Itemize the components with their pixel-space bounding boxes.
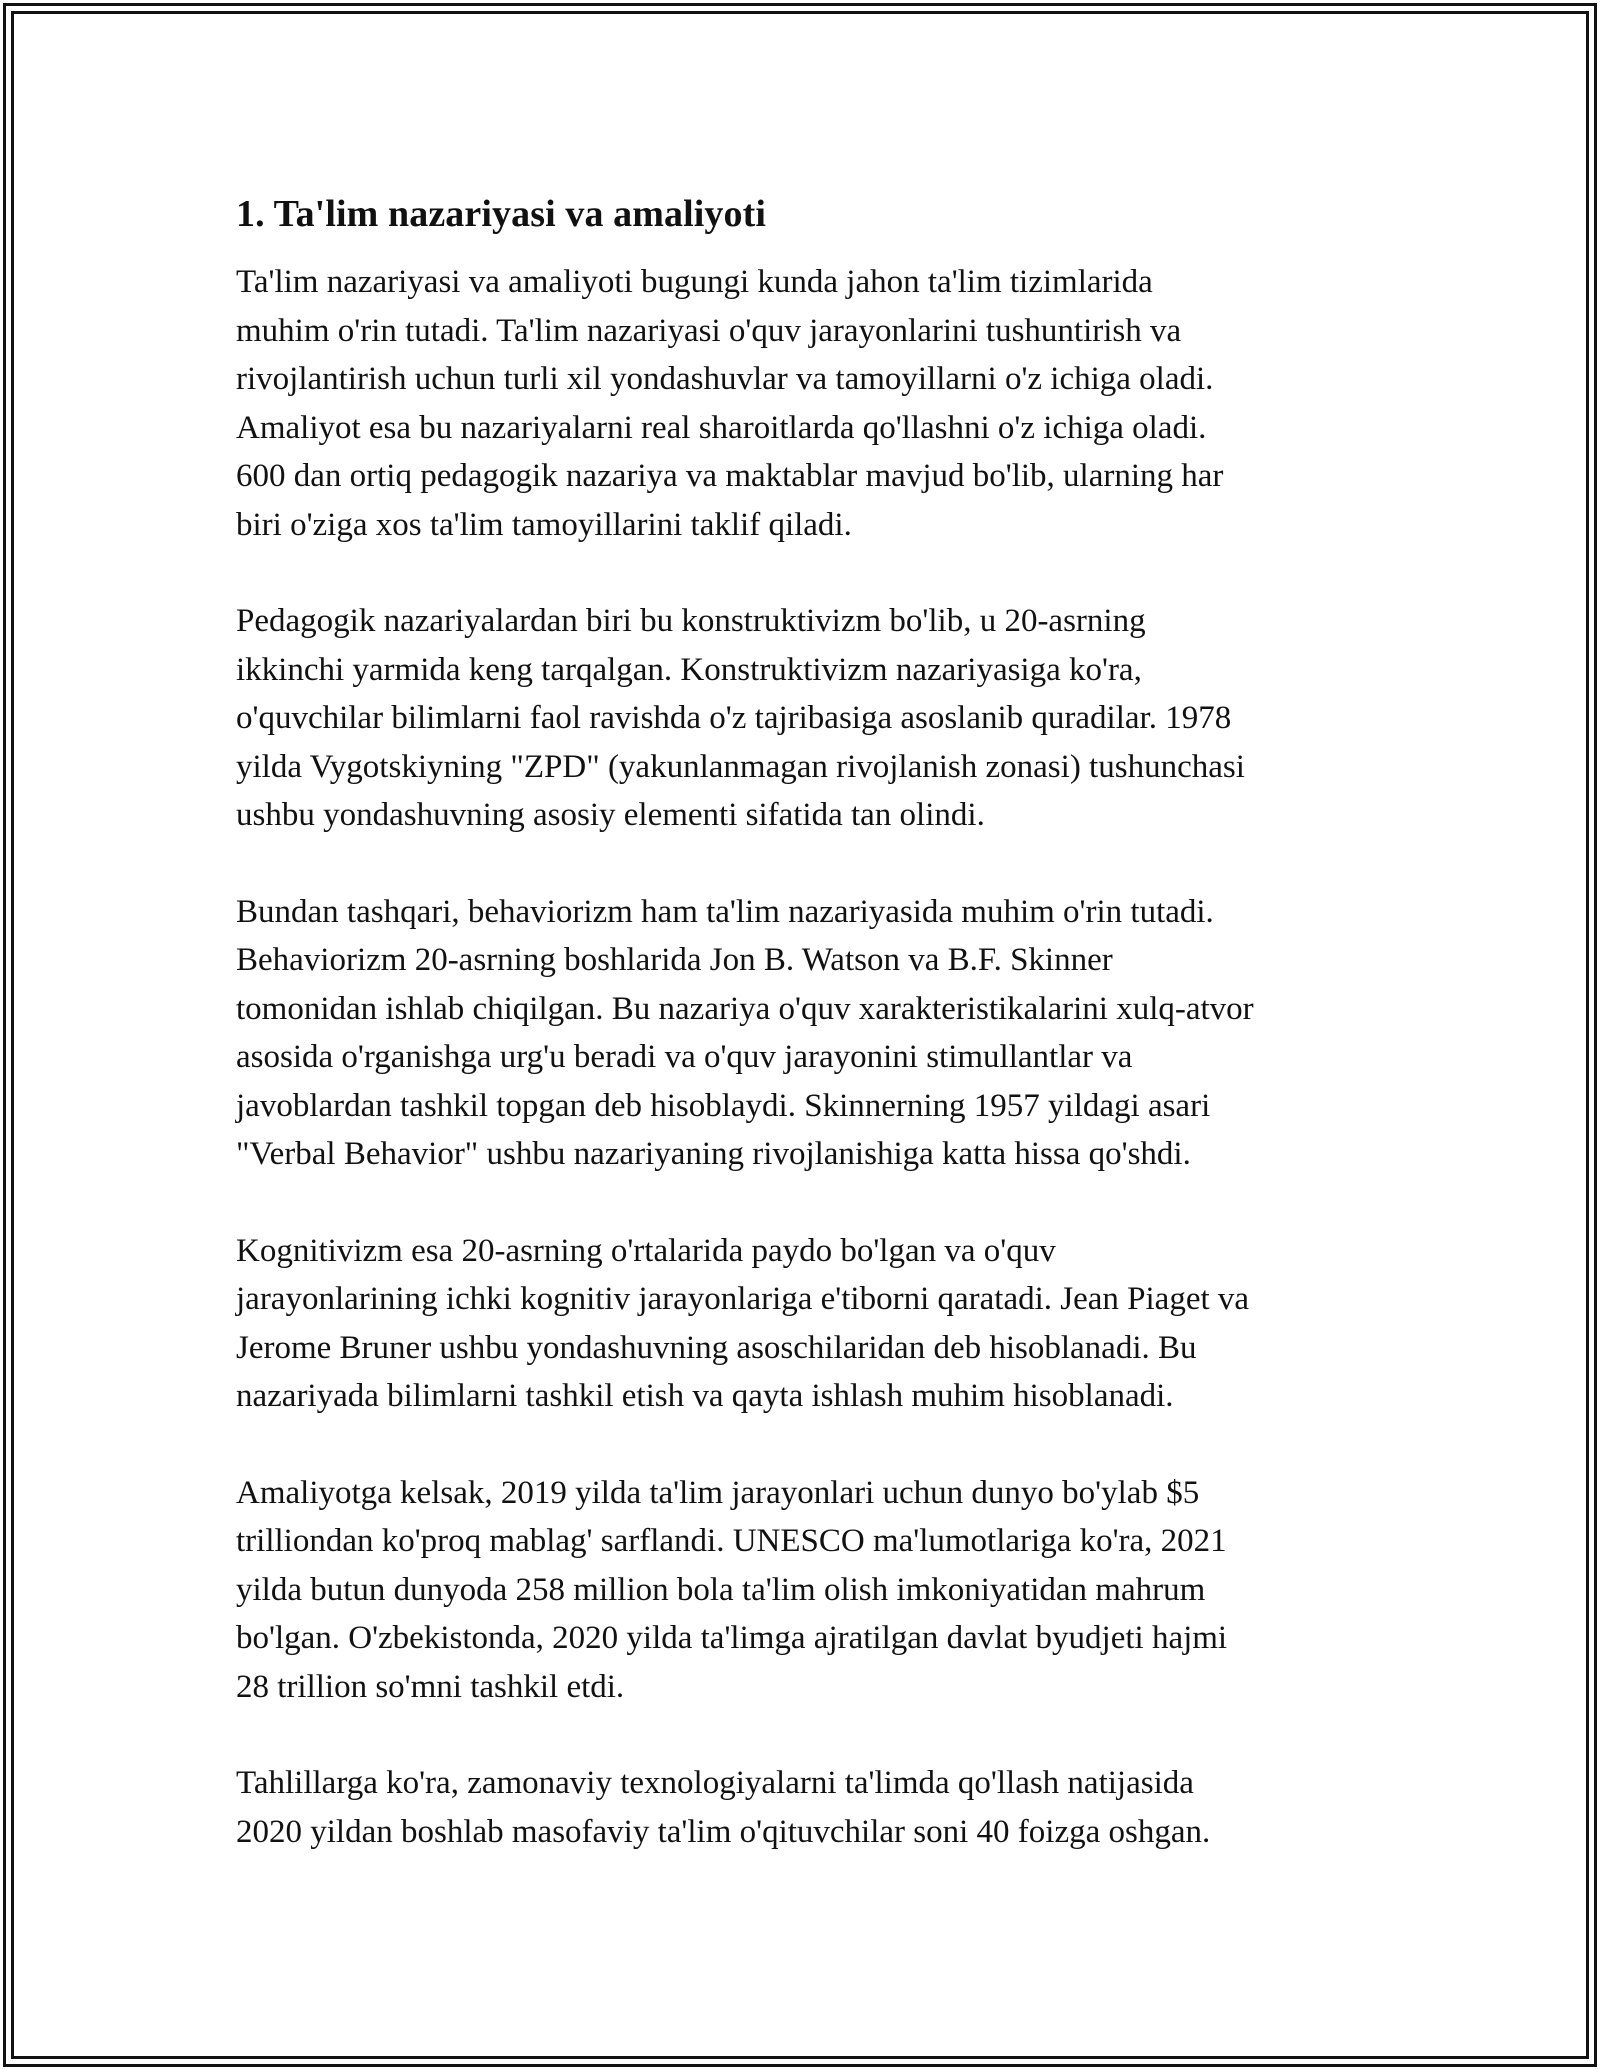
paragraph-4: Kognitivizm esa 20-asrning o'rtalarida paydo bo'lgan va o'quv jarayonlarining ichki kognitiv jarayonlariga e'tiborni qaratadi. Jean Piaget va Jerome Bruner ushbu yondashuvning asoschilaridan deb hisoblanadi. Bu nazariyada bilimlarni tashkil etish va qayta ishlash muhim hisoblanadi. [236, 1232, 1250, 1414]
document-content [236, 188, 1396, 1856]
section-heading: 1. Ta'lim nazariyasi va amaliyoti [236, 193, 767, 235]
paragraph-3: Bundan tashqari, behaviorizm ham ta'lim nazariyasida muhim o'rin tutadi. Behaviorizm 20-asrning boshlarida Jon B. Watson va B.F. Skinner tomonidan ishlab chiqilgan. Bu nazariya o'quv xarakteristikalarini xulq-atvor asosida o'rganishga urg'u beradi va o'quv jarayonini stimullantlar va javoblardan tashkil topgan deb hisoblaydi. Skinnerning 1957 yildagi asari "Verbal Behavior" ushbu nazariyaning rivojlanishiga katta hissa qo'shdi. [236, 893, 1254, 1172]
paragraph-1: Ta'lim nazariyasi va amaliyoti bugungi kunda jahon ta'lim tizimlarida muhim o'rin tutadi. Ta'lim nazariyasi o'quv jarayonlarini tushuntirish va rivojlantirish uchun turli xil yondashuvlar va tamoyillarni o'z ichiga oladi. Amaliyot esa bu nazariyalarni real sharoitlarda qo'llashni o'z ichiga oladi. 600 dan ortiq pedagogik nazariya va maktablar mavjud bo'lib, ularning har biri o'ziga xos ta'lim tamoyillarini taklif qiladi. [236, 264, 1224, 543]
paragraph-6: Tahlillarga ko'ra, zamonaviy texnologiyalarni ta'limda qo'llash natijasida 2020 yildan boshlab masofaviy ta'lim o'qituvchilar soni 40 foizga oshgan. [236, 1765, 1211, 1850]
paragraph-5: Amaliyotga kelsak, 2019 yilda ta'lim jarayonlari uchun dunyo bo'ylab $5 trilliondan ko'proq mablag' sarflandi. UNESCO ma'lumotlariga ko'ra, 2021 yilda butun dunyoda 258 million bola ta'lim olish imkoniyatidan mahrum bo'lgan. O'zbekistonda, 2020 yilda ta'limga ajratilgan davlat byudjeti hajmi 28 trillion so'mni tashkil etdi. [236, 1474, 1228, 1705]
paragraph-2: Pedagogik nazariyalardan biri bu konstruktivizm bo'lib, u 20-asrning ikkinchi yarmida keng tarqalgan. Konstruktivizm nazariyasiga ko'ra, o'quvchilar bilimlarni faol ravishda o'z tajribasiga asoslanib quradilar. 1978 yilda Vygotskiyning "ZPD" (yakunlanmagan rivojlanish zonasi) tushunchasi ushbu yondashuvning asosiy elementi sifatida tan olindi. [236, 603, 1245, 833]
